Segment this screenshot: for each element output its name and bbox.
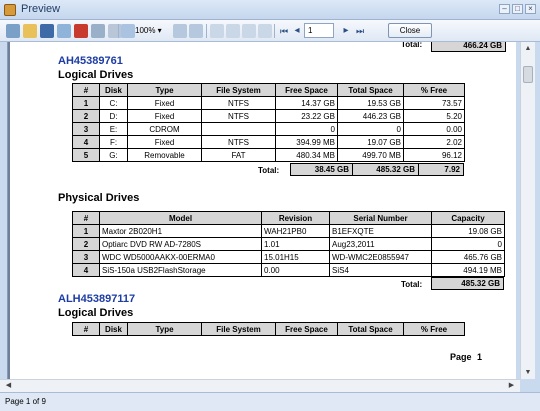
logical-cell: CDROM	[128, 123, 202, 136]
logical-total-free: 38.45 GB	[290, 163, 353, 176]
app-icon	[4, 4, 16, 16]
zoom-out-icon[interactable]	[173, 24, 187, 38]
physical-cell: WDC WD5000AAKX-00ERMA0	[100, 251, 262, 264]
physical-row	[73, 251, 505, 264]
logical-cell: 1	[73, 97, 100, 110]
physical-cell: 465.76 GB	[432, 251, 505, 264]
export-icon[interactable]	[57, 24, 71, 38]
next-page-icon[interactable]: ▸	[343, 25, 349, 36]
zoom-select[interactable]: 100% ▾	[135, 26, 162, 35]
physical-cell: 0.00	[262, 264, 330, 277]
scroll-down-icon[interactable]: ▼	[524, 369, 532, 376]
page-footer-label: Page	[450, 352, 472, 362]
logical2-header-3: File System	[202, 323, 276, 336]
logical-cell: 0	[338, 123, 404, 136]
logical-row	[73, 110, 465, 123]
host-title-2: ALH453897117	[58, 293, 136, 305]
logical-row	[73, 97, 465, 110]
physical-cell: 4	[73, 264, 100, 277]
logical-cell: D:	[100, 110, 128, 123]
logical2-header-2: Type	[128, 323, 202, 336]
find-icon[interactable]	[108, 24, 122, 38]
logical-row	[73, 136, 465, 149]
logical-row	[73, 149, 465, 162]
logical-total-pct: 7.92	[418, 163, 464, 176]
preview-area[interactable]	[0, 42, 540, 379]
logical2-header-6: % Free	[404, 323, 465, 336]
fit-page-icon[interactable]	[258, 24, 272, 38]
logical-drives-table	[72, 83, 465, 162]
logical2-header-1: Disk	[100, 323, 128, 336]
report-page	[7, 42, 516, 379]
close-button[interactable]: Close	[388, 23, 432, 38]
physical-header-3: Serial Number	[330, 212, 432, 225]
page-footer-number: 1	[477, 352, 483, 362]
single-page-icon[interactable]	[210, 24, 224, 38]
physical-header-1: Model	[100, 212, 262, 225]
logical-cell: 19.53 GB	[338, 97, 404, 110]
logical-cell: 3	[73, 123, 100, 136]
logical-cell: 96.12	[404, 149, 465, 162]
logical-cell: 19.07 GB	[338, 136, 404, 149]
logical-cell: 4	[73, 136, 100, 149]
physical-cell: B1EFXQTE	[330, 225, 432, 238]
logical-cell: NTFS	[202, 110, 276, 123]
physical-cell: Optiarc DVD RW AD-7280S	[100, 238, 262, 251]
logical-header-0: #	[73, 84, 100, 97]
last-page-icon[interactable]: ⏭	[355, 26, 365, 36]
host-title: AH45389761	[58, 55, 123, 67]
logical-cell: 394.99 MB	[276, 136, 338, 149]
physical-total-value: 485.32 GB	[431, 277, 504, 290]
physical-cell: WAH21PB0	[262, 225, 330, 238]
status-bar	[0, 392, 540, 411]
top-total-label: Total:	[401, 42, 423, 49]
logical2-header-5: Total Space	[338, 323, 404, 336]
logical-cell: E:	[100, 123, 128, 136]
physical-cell: Aug23,2011	[330, 238, 432, 251]
logical-cell: 5	[73, 149, 100, 162]
physical-header-0: #	[73, 212, 100, 225]
title-bar	[0, 0, 540, 20]
horizontal-scrollbar[interactable]	[0, 379, 520, 392]
logical-cell: NTFS	[202, 136, 276, 149]
window-controls	[499, 4, 536, 14]
minimize-button[interactable]: –	[499, 4, 510, 14]
physical-cell: Maxtor 2B020H1	[100, 225, 262, 238]
logical2-header-4: Free Space	[276, 323, 338, 336]
vertical-scrollbar[interactable]	[520, 42, 535, 379]
maximize-button[interactable]: □	[512, 4, 523, 14]
physical-total-label: Total:	[401, 280, 423, 289]
logical-cell: 5.20	[404, 110, 465, 123]
logical-cell: Removable	[128, 149, 202, 162]
logical-cell: Fixed	[128, 97, 202, 110]
physical-row	[73, 264, 505, 277]
physical-cell: 1	[73, 225, 100, 238]
window-title: Preview	[21, 3, 61, 15]
physical-header-4: Capacity	[432, 212, 505, 225]
logical-cell: Fixed	[128, 136, 202, 149]
physical-cell: SiS-150a USB2FlashStorage	[100, 264, 262, 277]
logical-total-label: Total:	[258, 166, 280, 175]
logical-cell: 73.57	[404, 97, 465, 110]
logical-header-3: File System	[202, 84, 276, 97]
first-page-icon[interactable]: ⏮	[279, 26, 289, 36]
logical-cell: F:	[100, 136, 128, 149]
scroll-up-icon[interactable]: ▲	[524, 45, 532, 52]
logical-header-2: Type	[128, 84, 202, 97]
close-window-button[interactable]: ×	[525, 4, 536, 14]
scroll-right-icon[interactable]: ▶	[508, 382, 515, 389]
logical-cell: 0	[276, 123, 338, 136]
page-status: Page 1 of 9	[5, 397, 46, 406]
logical-cell	[202, 123, 276, 136]
logical-cell: G:	[100, 149, 128, 162]
logical-drives-table-2	[72, 322, 465, 336]
logical-cell: 14.37 GB	[276, 97, 338, 110]
prev-page-icon[interactable]: ◂	[294, 25, 300, 36]
zoom-in-icon[interactable]	[189, 24, 203, 38]
logical-header-5: Total Space	[338, 84, 404, 97]
logical-cell: 0.00	[404, 123, 465, 136]
open-folder-icon[interactable]	[23, 24, 37, 38]
logical-cell: C:	[100, 97, 128, 110]
physical-cell: 15.01H15	[262, 251, 330, 264]
page-number-input[interactable]: 1	[304, 23, 334, 38]
toolbar	[0, 20, 540, 42]
logical2-header-0: #	[73, 323, 100, 336]
physical-cell: WD-WMC2E0855947	[330, 251, 432, 264]
physical-row	[73, 225, 505, 238]
top-total-value: 466.24 GB	[431, 42, 506, 52]
pdf-icon[interactable]	[74, 24, 88, 38]
physical-drives-title: Physical Drives	[58, 192, 140, 204]
logical-header-6: % Free	[404, 84, 465, 97]
physical-cell: SiS4	[330, 264, 432, 277]
physical-cell: 2	[73, 238, 100, 251]
logical-cell: 446.23 GB	[338, 110, 404, 123]
logical-cell: FAT	[202, 149, 276, 162]
logical-total-space: 485.32 GB	[352, 163, 419, 176]
logical-header-1: Disk	[100, 84, 128, 97]
physical-cell: 1.01	[262, 238, 330, 251]
logical-cell: 23.22 GB	[276, 110, 338, 123]
two-pages-icon[interactable]	[226, 24, 240, 38]
logical-cell: Fixed	[128, 110, 202, 123]
zoom-icon[interactable]	[121, 24, 135, 38]
print-icon[interactable]	[6, 24, 20, 38]
page-setup-icon[interactable]	[91, 24, 105, 38]
physical-cell: 494.19 MB	[432, 264, 505, 277]
logical-drives-title: Logical Drives	[58, 69, 134, 81]
scroll-thumb[interactable]	[523, 66, 533, 83]
physical-cell: 3	[73, 251, 100, 264]
logical-row	[73, 123, 465, 136]
scroll-left-icon[interactable]: ◀	[5, 382, 12, 389]
multi-page-icon[interactable]	[242, 24, 256, 38]
physical-header-2: Revision	[262, 212, 330, 225]
logical-cell: 499.70 MB	[338, 149, 404, 162]
physical-row	[73, 238, 505, 251]
logical-cell: 2.02	[404, 136, 465, 149]
logical-cell: 480.34 MB	[276, 149, 338, 162]
physical-cell: 19.08 GB	[432, 225, 505, 238]
logical-cell: 2	[73, 110, 100, 123]
logical-header-4: Free Space	[276, 84, 338, 97]
logical-cell: NTFS	[202, 97, 276, 110]
save-icon[interactable]	[40, 24, 54, 38]
physical-drives-table	[72, 211, 505, 277]
logical-drives-title-2: Logical Drives	[58, 307, 134, 319]
physical-cell: 0	[432, 238, 505, 251]
